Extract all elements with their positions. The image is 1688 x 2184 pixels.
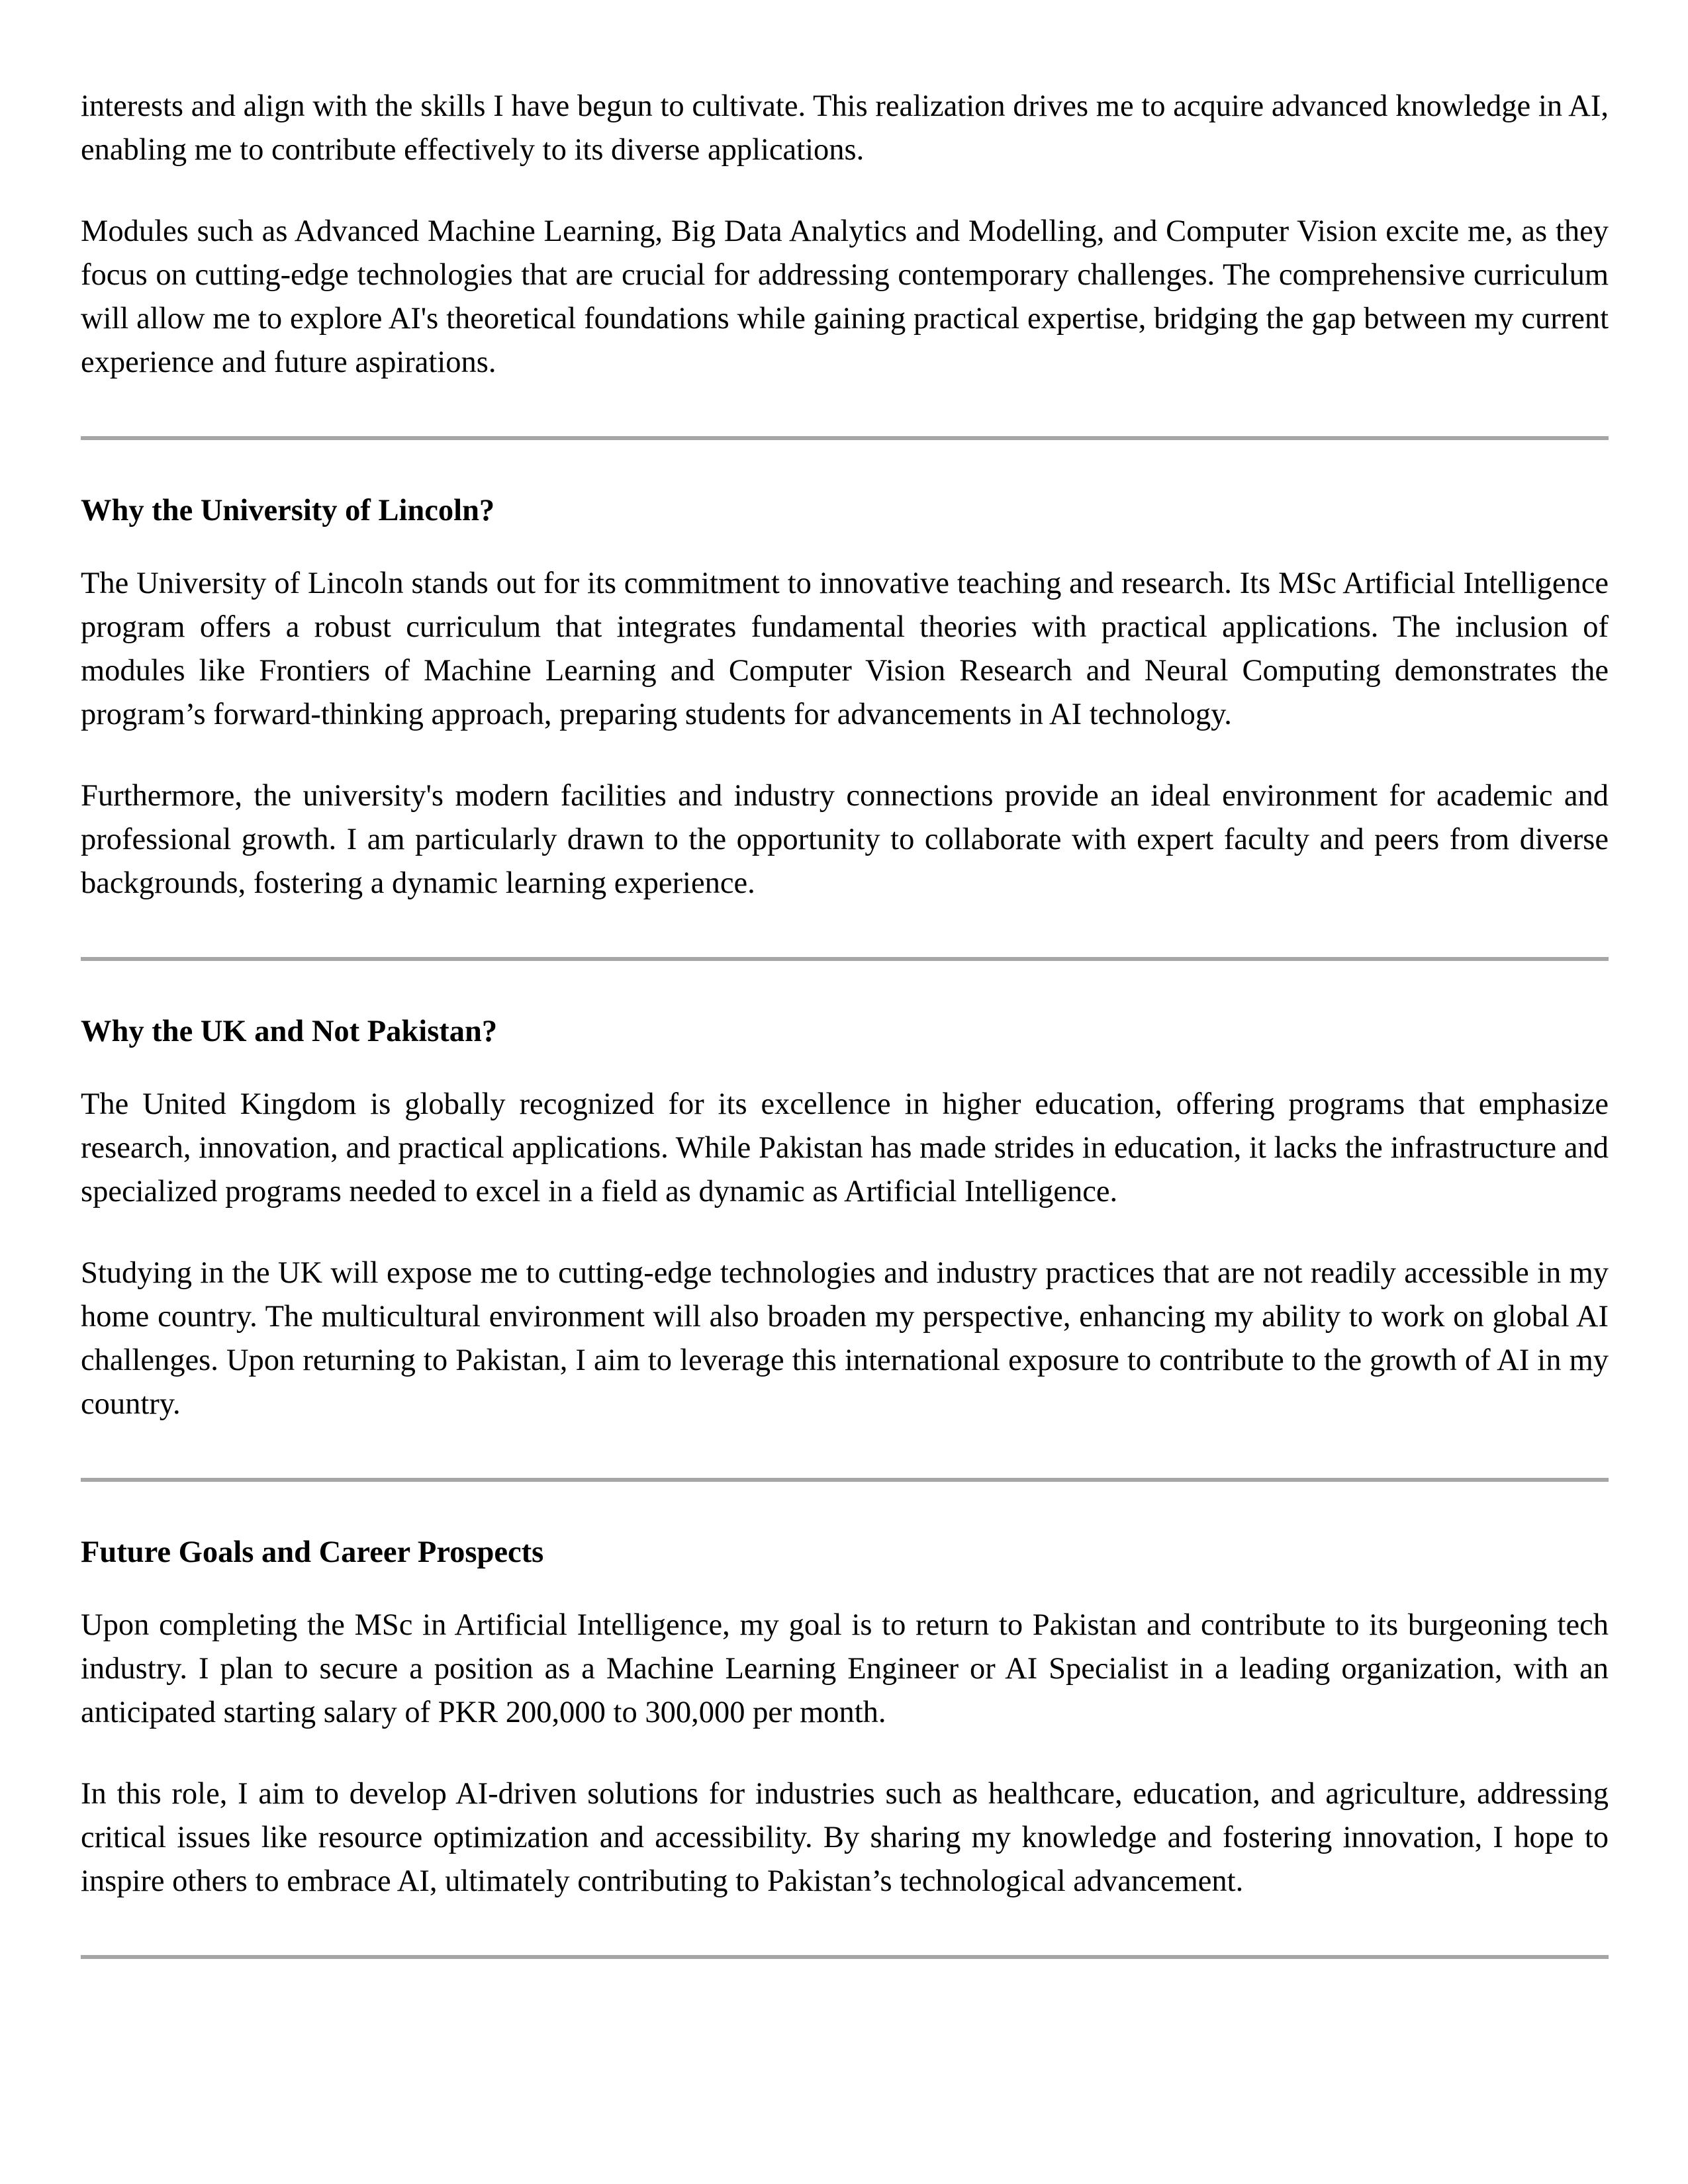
section-divider <box>81 1478 1609 1482</box>
body-paragraph: Furthermore, the university's modern facilities and industry connections provide an ideal environment for academic and professional growth. I am particularly drawn to the opportunity to collaborate with expert faculty and peers from diverse backgrounds, fostering a dynamic learning experience. <box>81 779 1609 900</box>
section-future-goals <box>81 1531 1609 1903</box>
body-paragraph: The University of Lincoln stands out for its commitment to innovative teaching and research. Its MSc Artificial Intelligence program offers a robust curriculum that integrates fundamental theories with practical applications. The inclusion of modules like Frontiers of Machine Learning and Computer Vision Research and Neural Computing demonstrates the program’s forward-thinking approach, preparing students for advancements in AI technology. <box>81 567 1609 731</box>
section-university-of-lincoln <box>81 489 1609 905</box>
intro-section <box>81 85 1609 385</box>
body-paragraph: Studying in the UK will expose me to cutting-edge technologies and industry practices that are not readily accessible in my home country. The multicultural environment will also broaden my perspective, enhancing my ability to work on global AI challenges. Upon returning to Pakistan, I aim to leverage this international exposure to contribute to the growth of AI in my country. <box>81 1256 1609 1421</box>
section-uk-not-pakistan <box>81 1010 1609 1426</box>
section-divider <box>81 957 1609 961</box>
section-heading: Why the University of Lincoln? <box>81 494 495 527</box>
section-divider <box>81 1955 1609 1959</box>
body-paragraph: The United Kingdom is globally recognized for its excellence in higher education, offering programs that emphasize research, innovation, and practical applications. While Pakistan has made strides in education, it lacks the infrastructure and specialized programs needed to excel in a field as dynamic as Artificial Intelligence. <box>81 1087 1609 1208</box>
document-page <box>81 85 1609 2008</box>
body-paragraph: Modules such as Advanced Machine Learning, Big Data Analytics and Modelling, and Computer Vision excite me, as they focus on cutting-edge technologies that are crucial for addressing contemporary challenges. The comprehensive curriculum will allow me to explore AI's theoretical foundations while gaining practical expertise, bridging the gap between my current experience and future aspirations. <box>81 214 1609 379</box>
body-paragraph: Upon completing the MSc in Artificial Intelligence, my goal is to return to Pakistan and contribute to its burgeoning tech industry. I plan to secure a position as a Machine Learning Engineer or AI Specialist in a leading organization, with an anticipated starting salary of PKR 200,000 to 300,000 per month. <box>81 1608 1609 1729</box>
section-heading: Why the UK and Not Pakistan? <box>81 1015 498 1048</box>
section-divider <box>81 436 1609 440</box>
body-paragraph: interests and align with the skills I have begun to cultivate. This realization drives me to acquire advanced knowledge in AI, enabling me to contribute effectively to its diverse applications. <box>81 89 1609 167</box>
body-paragraph: In this role, I aim to develop AI-driven solutions for industries such as healthcare, education, and agriculture, addressing critical issues like resource optimization and accessibility. By sharing my knowledge and fostering innovation, I hope to inspire others to embrace AI, ultimately contributing to Pakistan’s technological advancement. <box>81 1777 1609 1898</box>
section-heading: Future Goals and Career Prospects <box>81 1535 544 1569</box>
